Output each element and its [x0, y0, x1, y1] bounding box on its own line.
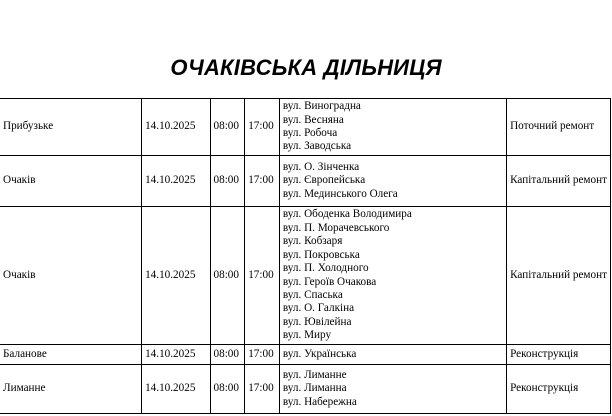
street-item: вул. Ободенка Володимира [282, 208, 412, 221]
street-item: вул. П. Морачевського [282, 221, 390, 234]
work-type-cell: Реконструкція [507, 365, 611, 414]
street-item: вул. Мединського Олега [282, 187, 398, 200]
street-item: вул. Лиманна [282, 382, 347, 395]
start-time-cell: 08:00 [210, 345, 245, 365]
work-type-cell: Поточний ремонт [507, 99, 611, 156]
table-row [0, 99, 611, 156]
street-item: вул. Миру [282, 329, 332, 342]
street-item: вул. Кобзаря [282, 235, 343, 248]
street-item: вул. Весняна [282, 113, 344, 126]
street-item: вул. Ювілейна [282, 315, 352, 328]
start-time-cell: 08:00 [210, 99, 245, 156]
settlement-cell: Лиманне [0, 365, 142, 414]
date-cell: 14.10.2025 [142, 99, 210, 156]
street-item: вул. О. Зінченка [282, 160, 360, 173]
street-item: вул. Лиманне [282, 368, 347, 381]
settlement-cell: Прибузьке [0, 99, 142, 156]
date-cell: 14.10.2025 [142, 156, 210, 207]
street-item: вул. Європейська [282, 174, 366, 187]
end-time-cell: 17:00 [245, 99, 280, 156]
work-type-cell: Капітальний ремонт [507, 156, 611, 207]
table-row [0, 365, 611, 414]
outage-schedule-table [0, 98, 611, 414]
street-item: вул. Набережна [282, 395, 357, 408]
start-time-cell: 08:00 [210, 156, 245, 207]
table-row [0, 207, 611, 345]
street-item: вул. Покровська [282, 248, 360, 261]
streets-cell [279, 345, 506, 365]
street-item: вул. Виноградна [282, 100, 361, 113]
table-row [0, 345, 611, 365]
work-type-cell: Капітальний ремонт [507, 207, 611, 345]
end-time-cell: 17:00 [245, 207, 280, 345]
date-cell: 14.10.2025 [142, 345, 210, 365]
start-time-cell: 08:00 [210, 207, 245, 345]
work-type-cell: Реконструкція [507, 345, 611, 365]
street-item: вул. П. Холодного [282, 262, 369, 275]
date-cell: 14.10.2025 [142, 365, 210, 414]
end-time-cell: 17:00 [245, 365, 280, 414]
table-row [0, 156, 611, 207]
settlement-cell: Очаків [0, 207, 142, 345]
street-item: вул. Українська [282, 347, 357, 360]
street-item: вул. Спаська [282, 288, 343, 301]
end-time-cell: 17:00 [245, 156, 280, 207]
street-item: вул. Заводська [282, 140, 352, 153]
settlement-cell: Баланове [0, 345, 142, 365]
start-time-cell: 08:00 [210, 365, 245, 414]
street-item: вул. Робоча [282, 127, 338, 139]
streets-cell [279, 156, 506, 207]
street-item: вул. Героїв Очакова [282, 275, 377, 288]
streets-cell [279, 207, 506, 345]
street-item: вул. О. Галкіна [282, 302, 355, 315]
settlement-cell: Очаків [0, 156, 142, 207]
end-time-cell: 17:00 [245, 345, 280, 365]
streets-cell [279, 99, 506, 156]
streets-cell [279, 365, 506, 414]
date-cell: 14.10.2025 [142, 207, 210, 345]
page-title: ОЧАКІВСЬКА ДІЛЬНИЦЯ [170, 55, 442, 80]
